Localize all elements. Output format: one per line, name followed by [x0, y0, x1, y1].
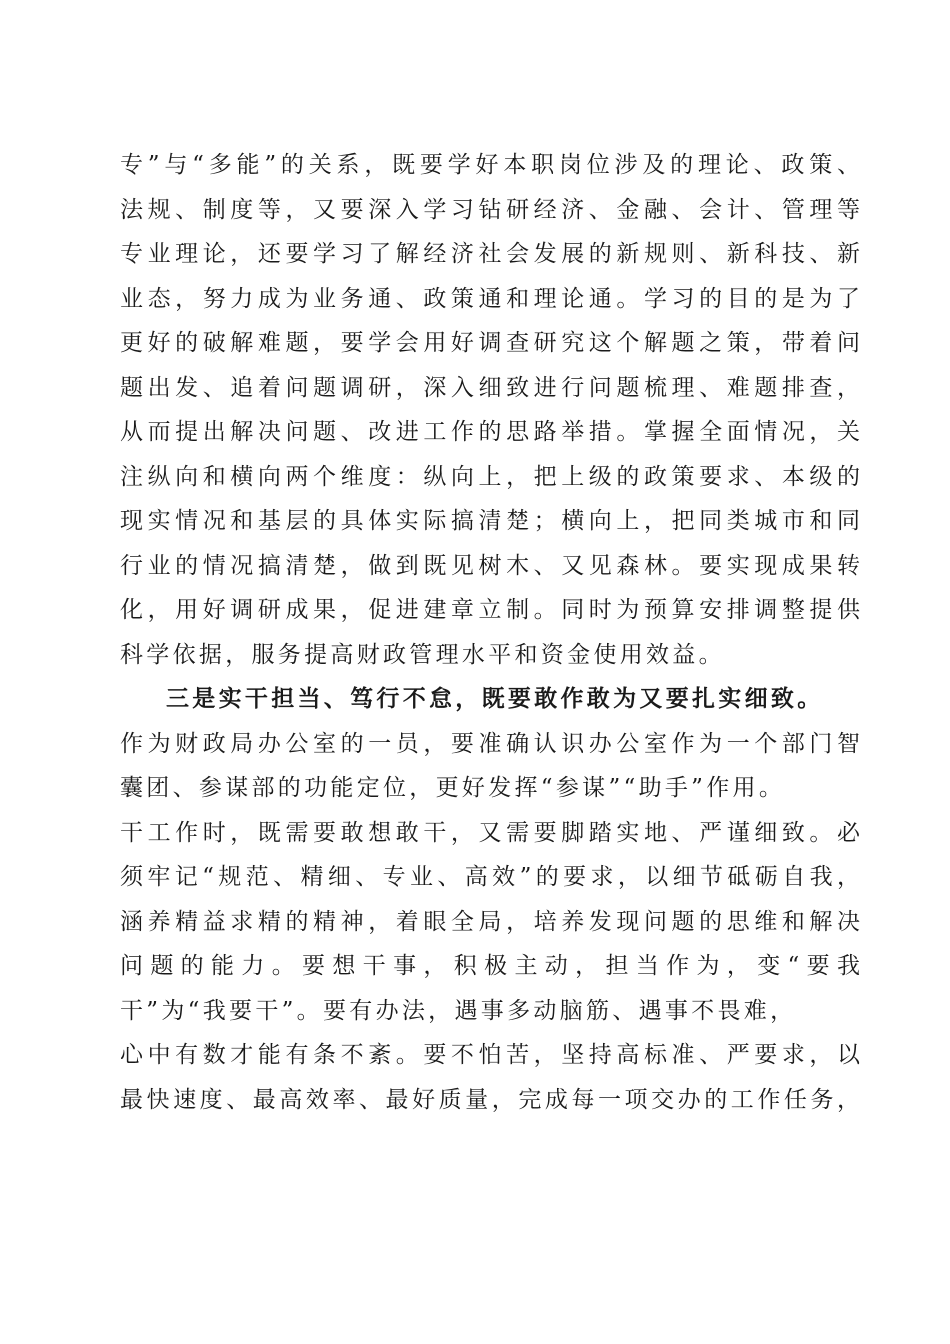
text-line: 作为财政局办公室的一员，要准确认识办公室作为一个部门智 — [120, 730, 860, 757]
text-line: 囊团、参谋部的功能定位，更好发挥“参谋”“助手”作用。 — [120, 775, 786, 801]
text-line: 专”与“多能”的关系，既要学好本职岗位涉及的理论、政策、 — [120, 152, 860, 178]
section-heading-line: 三是实干担当、笃行不怠，既要敢作敢为又要扎实细致。 — [166, 685, 824, 712]
text-line: 涵养精益求精的精神，着眼全局，培养发现问题的思维和解决 — [120, 908, 860, 935]
body-text — [120, 143, 860, 1122]
text-line: 注纵向和横向两个维度：纵向上，把上级的政策要求、本级的 — [120, 463, 860, 490]
text-line: 须牢记“规范、精细、专业、高效”的要求，以细节砥砺自我， — [120, 864, 860, 890]
text-line: 行业的情况搞清楚，做到既见树木、又见森林。要实现成果转 — [120, 552, 860, 579]
text-line: 现实情况和基层的具体实际搞清楚；横向上，把同类城市和同 — [120, 508, 860, 534]
text-line: 科学依据，服务提高财政管理水平和资金使用效益。 — [120, 641, 725, 668]
text-line: 业态，努力成为业务通、政策通和理论通。学习的目的是为了 — [120, 285, 860, 312]
text-line: 法规、制度等，又要深入学习钻研经济、金融、会计、管理等 — [120, 196, 860, 223]
text-line: 问题的能力。要想干事，积极主动，担当作为，变“要我 — [120, 953, 860, 979]
text-line: 最快速度、最高效率、最好质量，完成每一项交办的工作任务， — [120, 1086, 860, 1113]
text-line: 心中有数才能有条不紊。要不怕苦，坚持高标准、严要求，以 — [120, 1042, 860, 1068]
text-line: 干”为“我要干”。要有办法，遇事多动脑筋、遇事不畏难， — [120, 997, 797, 1024]
text-line: 干工作时，既需要敢想敢干，又需要脚踏实地、严谨细致。必 — [120, 819, 860, 846]
text-line: 化，用好调研成果，促进建章立制。同时为预算安排调整提供 — [120, 597, 860, 623]
text-line: 从而提出解决问题、改进工作的思路举措。掌握全面情况，关 — [120, 419, 860, 445]
text-line: 更好的破解难题，要学会用好调查研究这个解题之策，带着问 — [120, 330, 860, 356]
text-line: 题出发、追着问题调研，深入细致进行问题梳理、难题排查， — [120, 374, 860, 401]
text-line: 专业理论，还要学习了解经济社会发展的新规则、新科技、新 — [120, 241, 860, 267]
